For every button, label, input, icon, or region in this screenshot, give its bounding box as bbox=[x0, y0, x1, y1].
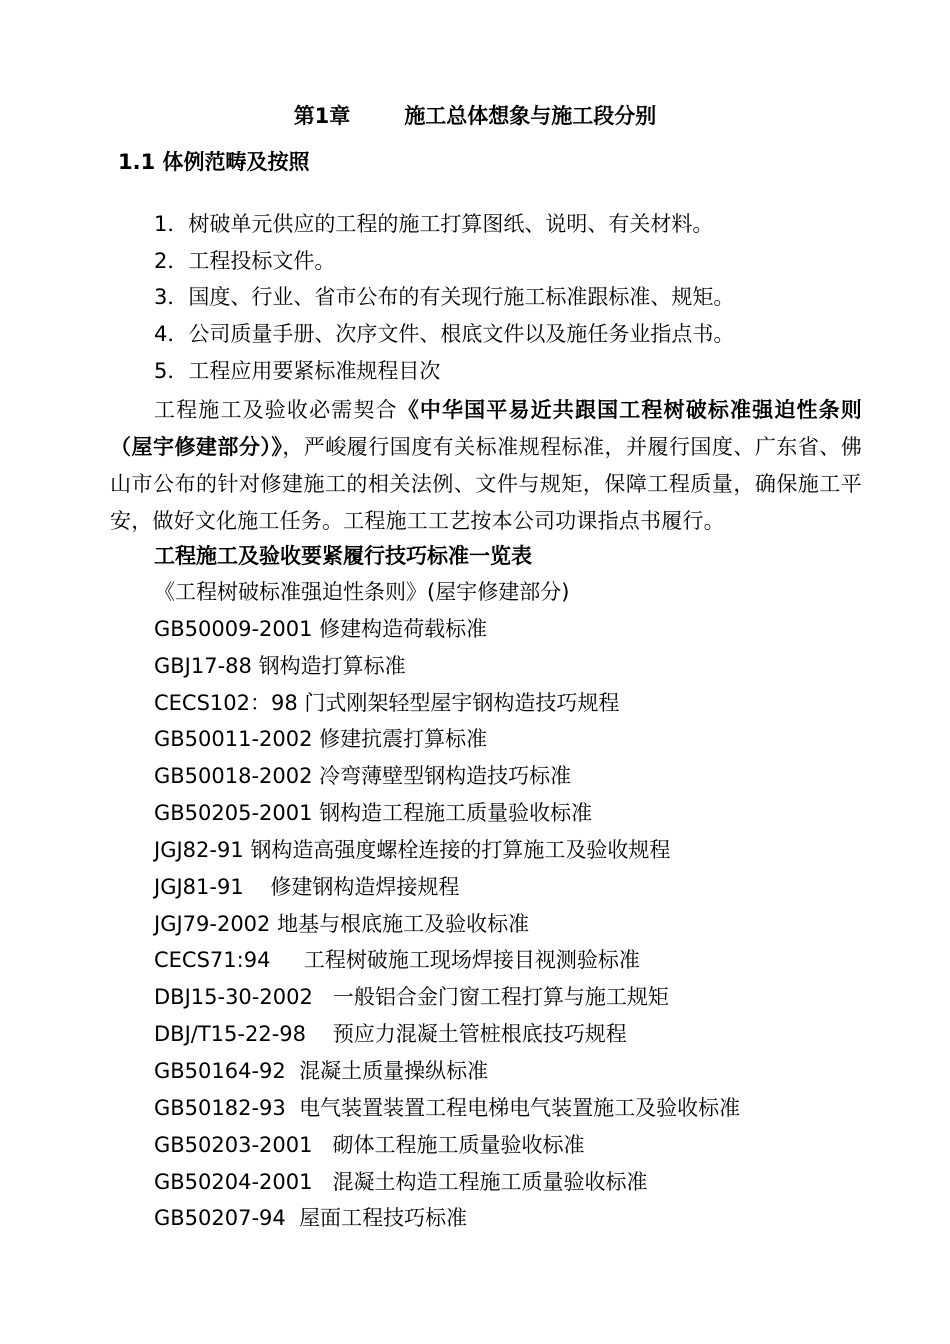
basis-list bbox=[154, 206, 734, 390]
standard-item: JGJ79-2002 地基与根底施工及验收标准 bbox=[154, 911, 530, 936]
paragraph-bold-title: 《中华国平易近共跟国工程树破标准强迫性条则（屋宇修建部分）》 bbox=[110, 398, 862, 459]
section-heading: 1.1 体例范畴及按照 bbox=[118, 150, 310, 174]
standard-item: GB50009-2001 修建构造荷载标准 bbox=[154, 616, 488, 641]
standard-item: GB50205-2001 钢构造工程施工质量验收标准 bbox=[154, 801, 593, 826]
standards-list bbox=[154, 574, 740, 1237]
standard-item: CECS102：98 门式刚架轻型屋宇钢构造技巧规程 bbox=[154, 690, 620, 715]
paragraph-lead: 工程施工及验收必需契合 bbox=[154, 398, 398, 422]
standard-item: 《工程树破标准强迫性条则》(屋宇修建部分) bbox=[154, 580, 570, 604]
chapter-name: 施工总体想象与施工段分别 bbox=[404, 104, 657, 128]
paragraph-rest: ，严峻履行国度有关标准规程标准，并履行国度、广东省、佛山市公布的针对修建施工的相关法例、文件与规矩，保障工程质量，确保施工平安，做好文化施工任务。工程施工工艺按本公司功课指点书履行。 bbox=[110, 435, 862, 533]
standard-item: GB50011-2002 修建抗震打算标准 bbox=[154, 727, 488, 752]
standard-item: GB50018-2002 冷弯薄壁型钢构造技巧标准 bbox=[154, 764, 572, 789]
basis-item: 1．树破单元供应的工程的施工打算图纸、说明、有关材料。 bbox=[154, 212, 714, 236]
standard-item: GB50182-93 电气装置装置工程电梯电气装置施工及验收标准 bbox=[154, 1095, 741, 1120]
standard-item: GBJ17-88 钢构造打算标准 bbox=[154, 653, 406, 678]
standard-item: JGJ81-91 修建钢构造焊接规程 bbox=[154, 874, 460, 899]
basis-item: 3．国度、行业、省市公布的有关现行施工标准跟标准、规矩。 bbox=[154, 285, 735, 310]
basis-item: 2．工程投标文件。 bbox=[154, 248, 336, 273]
standard-item: DBJ15-30-2002 一般铝合金门窗工程打算与施工规矩 bbox=[154, 985, 669, 1010]
basis-item: 4．公司质量手册、次序文件、根底文件以及施任务业指点书。 bbox=[154, 322, 735, 347]
standard-item: GB50207-94 屋面工程技巧标准 bbox=[154, 1206, 468, 1231]
standard-item: DBJ/T15-22-98 预应力混凝土管桩根底技巧规程 bbox=[154, 1022, 627, 1047]
standard-item: CECS71:94 工程树破施工现场焊接目视测验标准 bbox=[154, 948, 640, 973]
standard-item: GB50204-2001 混凝土构造工程施工质量验收标准 bbox=[154, 1169, 648, 1194]
standard-item: GB50203-2001 砌体工程施工质量验收标准 bbox=[154, 1132, 585, 1157]
chapter-title bbox=[0, 100, 950, 132]
chapter-number: 第1章 bbox=[293, 104, 351, 128]
basis-item: 5．工程应用要紧标准规程目次 bbox=[154, 358, 441, 383]
standard-item: JGJ82-91 钢构造高强度螺栓连接的打算施工及验收规程 bbox=[154, 837, 671, 862]
compliance-paragraph bbox=[110, 392, 862, 540]
standards-heading: 工程施工及验收要紧履行技巧标准一览表 bbox=[154, 544, 532, 568]
standard-item: GB50164-92 混凝土质量操纵标准 bbox=[154, 1058, 489, 1083]
